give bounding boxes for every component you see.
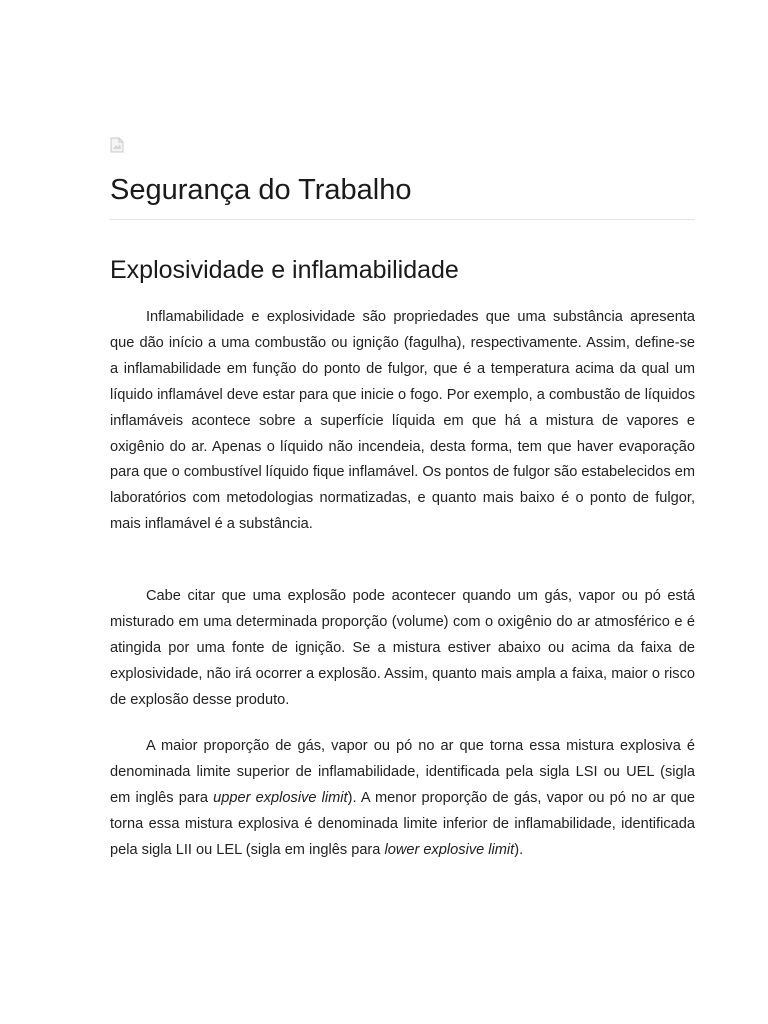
title-divider bbox=[110, 219, 695, 220]
paragraph-inflamabilidade: Inflamabilidade e explosividade são propriedades que uma substância apresenta que dão início a uma combustão ou ignição (fagulha), respectivamente. Assim, define-se a inflamabilidade em função do ponto de fulgor, que é a temperatura acima da qual um líquido inflamável deve estar para que inicie o fogo. Por exemplo, a combustão de líquidos inflamáveis acontece sobre a superfície líquida em que há a mistura de vapores e oxigênio do ar. Apenas o líquido não incendeia, desta forma, tem que haver evaporação para que o combustível líquido fique inflamável. Os pontos de fulgor são estabelecidos em laboratórios com metodologias normatizadas, e quanto mais baixo é o ponto de fulgor, mais inflamável é a substância. bbox=[110, 309, 695, 533]
upper-explosive-limit-term: upper explosive limit bbox=[213, 789, 348, 806]
lower-explosive-limit-term: lower explosive limit bbox=[384, 841, 515, 858]
paragraph-explosao: Cabe citar que uma explosão pode acontecer quando um gás, vapor ou pó está misturado em uma determinada proporção (volume) com o oxigênio do ar atmosférico e é atingida por uma fonte de ignição. Se a mistura estiver abaixo ou acima da faixa de explosividade, não irá ocorrer a explosão. Assim, quanto mais ampla a faixa, maior o risco de explosão desse produto. bbox=[110, 588, 695, 708]
page-title: Segurança do Trabalho bbox=[110, 174, 412, 206]
section-heading: Explosividade e inflamabilidade bbox=[110, 256, 459, 284]
broken-image-icon bbox=[110, 137, 124, 153]
paragraph-limites-part-3: ). bbox=[514, 841, 524, 858]
paragraph-limites-part-2: ). A menor proporção de gás, vapor ou pó no ar que torna essa mistura explosiva é denominada limite inferior de inflamabilidade, identificada pela sigla LII ou LEL (sigla em inglês para bbox=[110, 789, 695, 858]
paragraph-limites-part-1: A maior proporção de gás, vapor ou pó no ar que torna essa mistura explosiva é denominada limite superior de inflamabilidade, identificada pela sigla LSI ou UEL (sigla em inglês para bbox=[110, 738, 695, 806]
paragraph-limites bbox=[110, 734, 695, 864]
